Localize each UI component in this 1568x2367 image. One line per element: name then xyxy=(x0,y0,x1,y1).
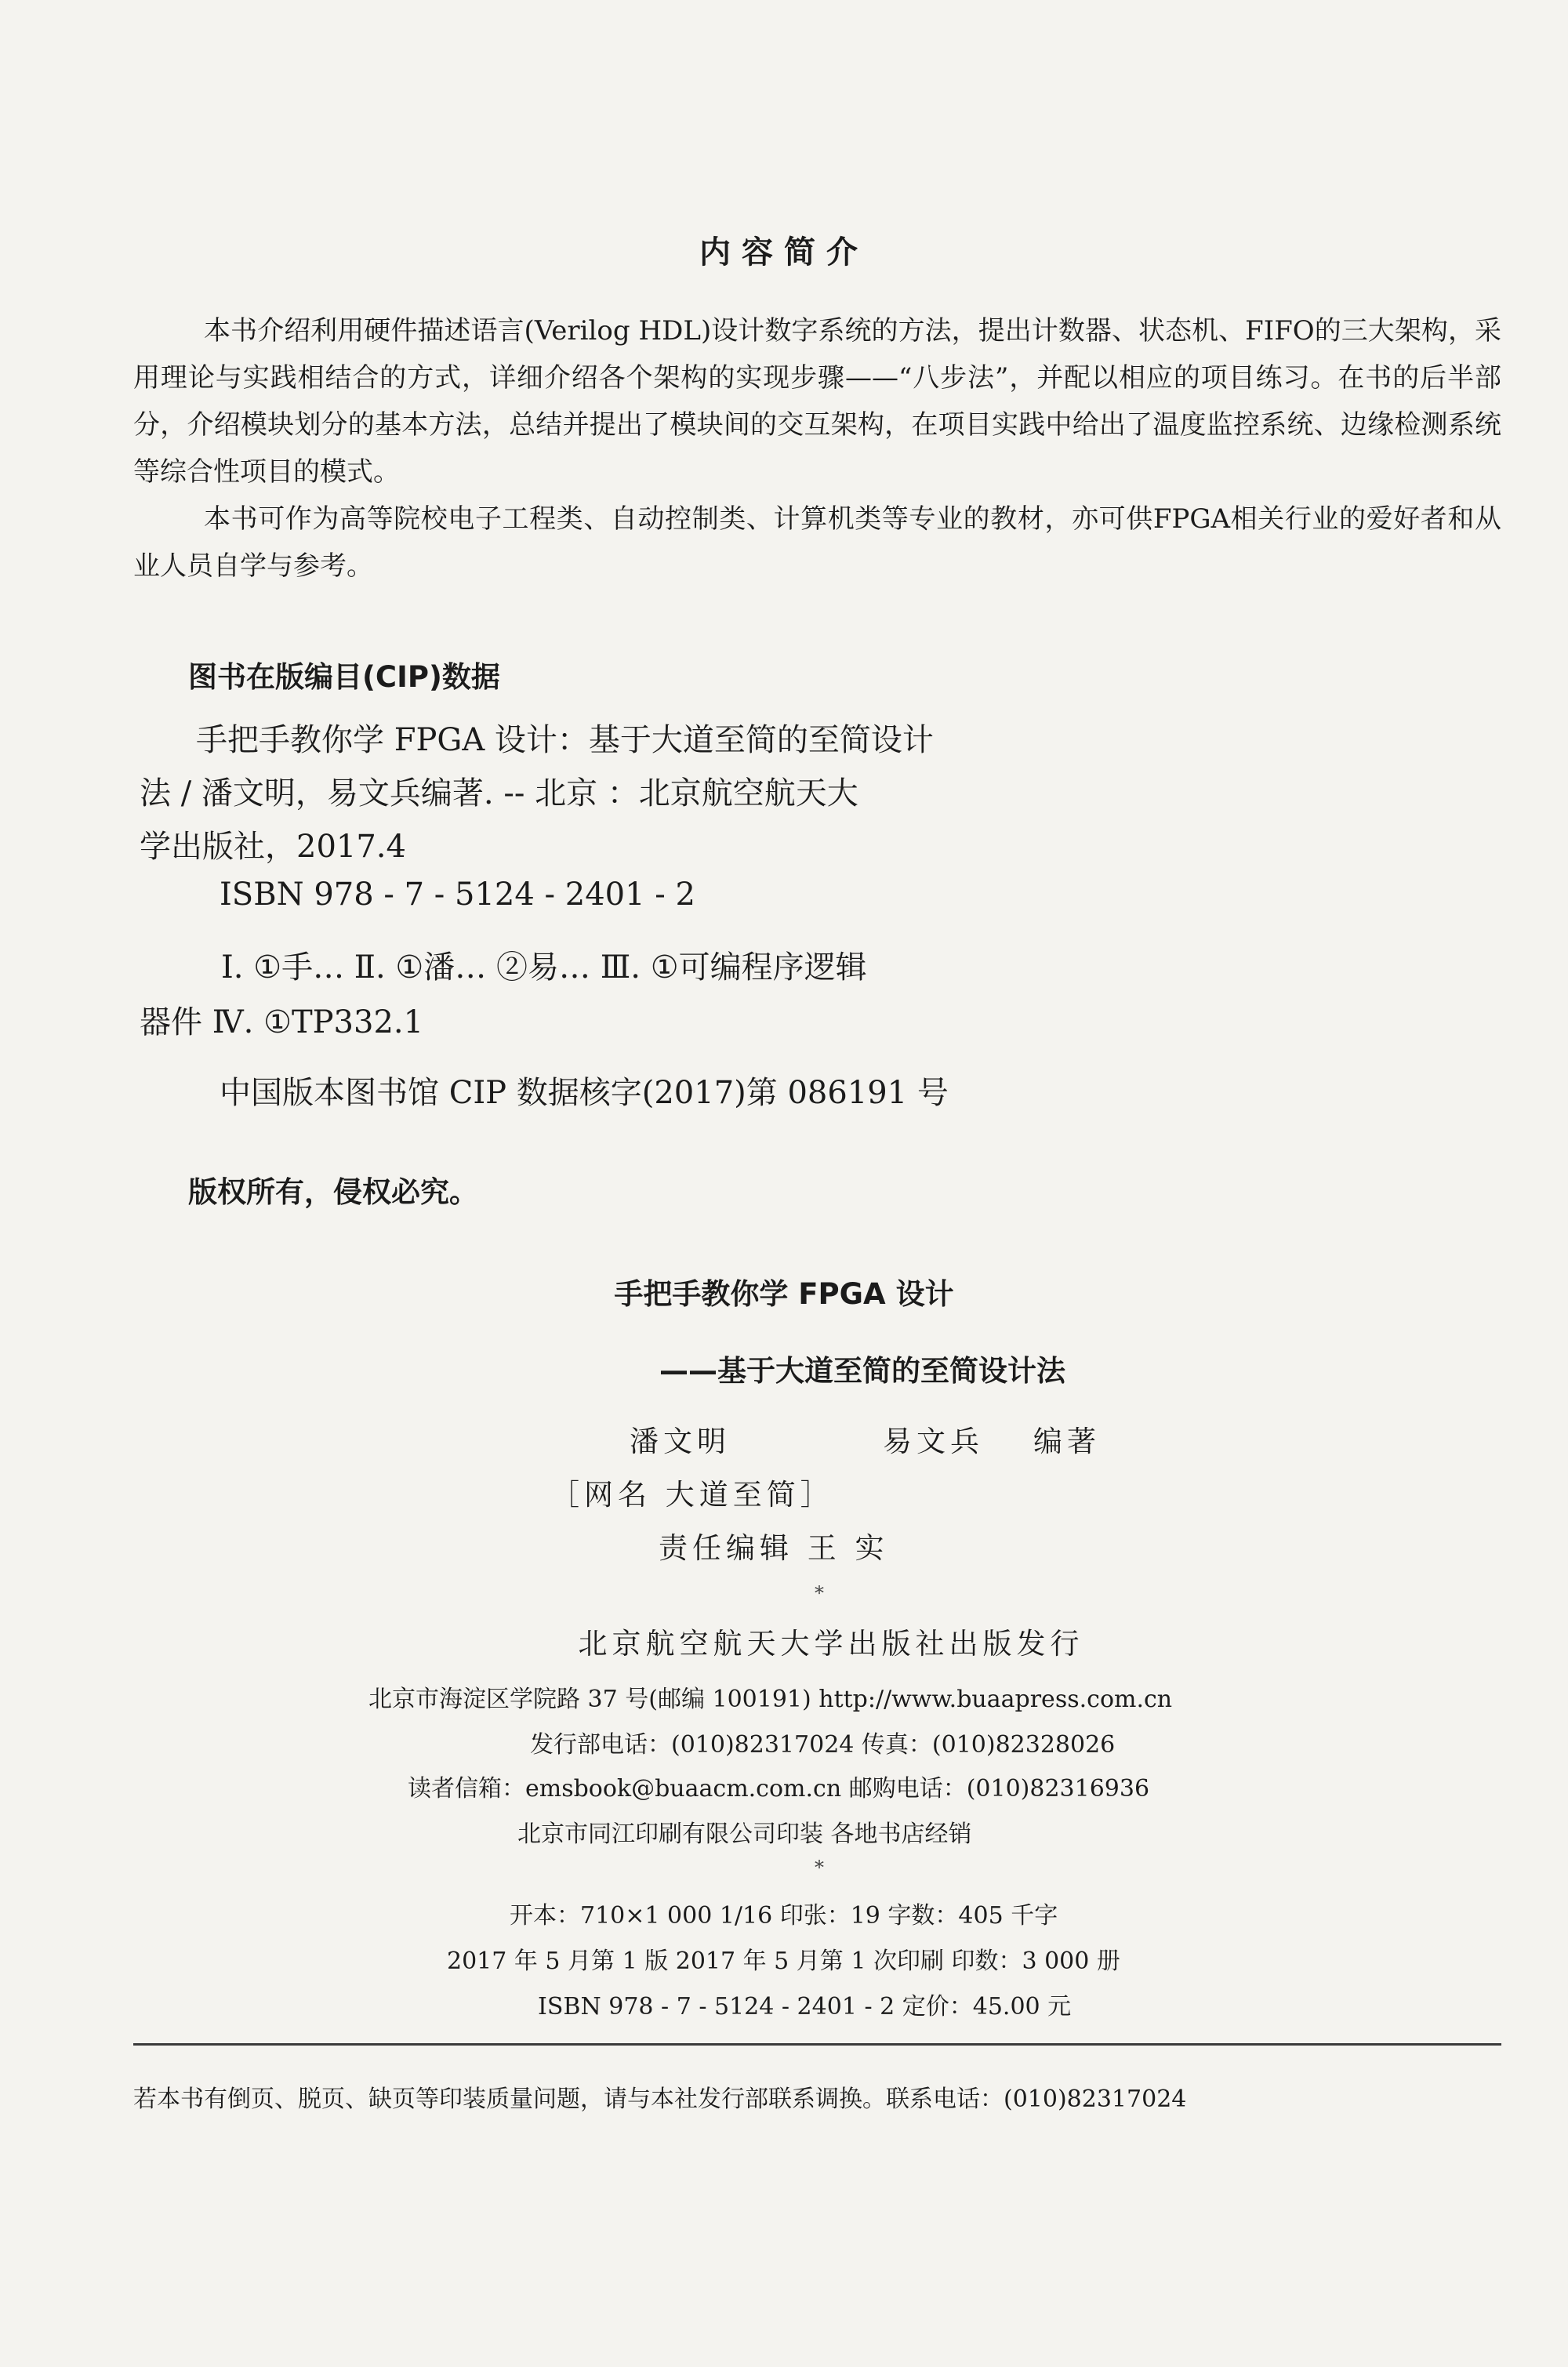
publisher-address: 北京市海淀区学院路 37 号(邮编 100191) http://www.buaapress.com.cn xyxy=(368,1686,1173,1713)
copyright-notice: 版权所有，侵权必究。 xyxy=(188,1175,478,1209)
cip-classification-line-2: 器件 Ⅳ. ①TP332.1 xyxy=(140,1004,424,1040)
publication-specs: 开本：710×1 000 1/16 印张：19 字数：405 千字 xyxy=(510,1902,1058,1930)
publisher-name: 北京航空航天大学出版社出版发行 xyxy=(578,1627,1084,1661)
author-alias: ［网名 大道至简］ xyxy=(550,1478,834,1512)
author-2: 易文兵 xyxy=(883,1425,984,1458)
separator-star-1: * xyxy=(815,1582,824,1604)
cip-record-number: 中国版本图书馆 CIP 数据核字(2017)第 086191 号 xyxy=(220,1075,949,1111)
cip-title-line-3: 学出版社，2017.4 xyxy=(140,829,406,865)
cip-heading: 图书在版编目(CIP)数据 xyxy=(188,660,500,694)
cip-title-line-1: 手把手教你学 FPGA 设计：基于大道至简的至简设计 xyxy=(196,722,934,758)
publisher-phones: 发行部电话：(010)82317024 传真：(010)82328026 xyxy=(530,1731,1116,1759)
intro-paragraph-1: 本书介绍利用硬件描述语言(Verilog HDL)设计数字系统的方法，提出计数器、状态机、FIFO的三大架构，采用理论与实践相结合的方式，详细介绍各个架构的实现步骤——“八步法”，并配以相应的项目练习。在书的后半部分，介绍模块划分的基本方法，总结并提出了模块间的交互架构，在项目实践中给出了温度监控系统、边缘检测系统等综合性项目的模式。 xyxy=(133,315,1501,488)
isbn-price: ISBN 978 - 7 - 5124 - 2401 - 2 定价：45.00 元 xyxy=(538,1993,1072,2020)
author-role: 编著 xyxy=(1033,1425,1101,1458)
intro-title: 内容简介 xyxy=(699,234,869,270)
publisher-printer: 北京市同江印刷有限公司印装 各地书店经销 xyxy=(517,1821,972,1848)
book-subtitle: ——基于大道至简的至简设计法 xyxy=(659,1354,1065,1388)
edition-info: 2017 年 5 月第 1 版 2017 年 5 月第 1 次印刷 印数：3 000 册 xyxy=(447,1948,1120,1975)
author-1: 潘文明 xyxy=(630,1425,731,1458)
publisher-reader-contact: 读者信箱：emsbook@buaacm.com.cn 邮购电话：(010)82316936 xyxy=(408,1775,1150,1802)
quality-notice: 若本书有倒页、脱页、缺页等印装质量问题，请与本社发行部联系调换。联系电话：(010)82317024 xyxy=(133,2086,1187,2113)
separator-star-2: * xyxy=(815,1857,824,1879)
responsible-editor: 责任编辑 王 实 xyxy=(659,1531,889,1565)
cip-title-line-2: 法 / 潘文明，易文兵编著. -- 北京 ：北京航空航天大 xyxy=(140,775,858,811)
cip-isbn: ISBN 978 - 7 - 5124 - 2401 - 2 xyxy=(220,877,695,913)
cip-classification-line-1: Ⅰ. ①手… Ⅱ. ①潘… ②易… Ⅲ. ①可编程序逻辑 xyxy=(221,949,867,986)
intro-paragraph-2: 本书可作为高等院校电子工程类、自动控制类、计算机类等专业的教材，亦可供FPGA相关行业的爱好者和从业人员自学与参考。 xyxy=(133,503,1501,582)
footer-divider xyxy=(133,2043,1501,2046)
book-title: 手把手教你学 FPGA 设计 xyxy=(614,1277,954,1311)
